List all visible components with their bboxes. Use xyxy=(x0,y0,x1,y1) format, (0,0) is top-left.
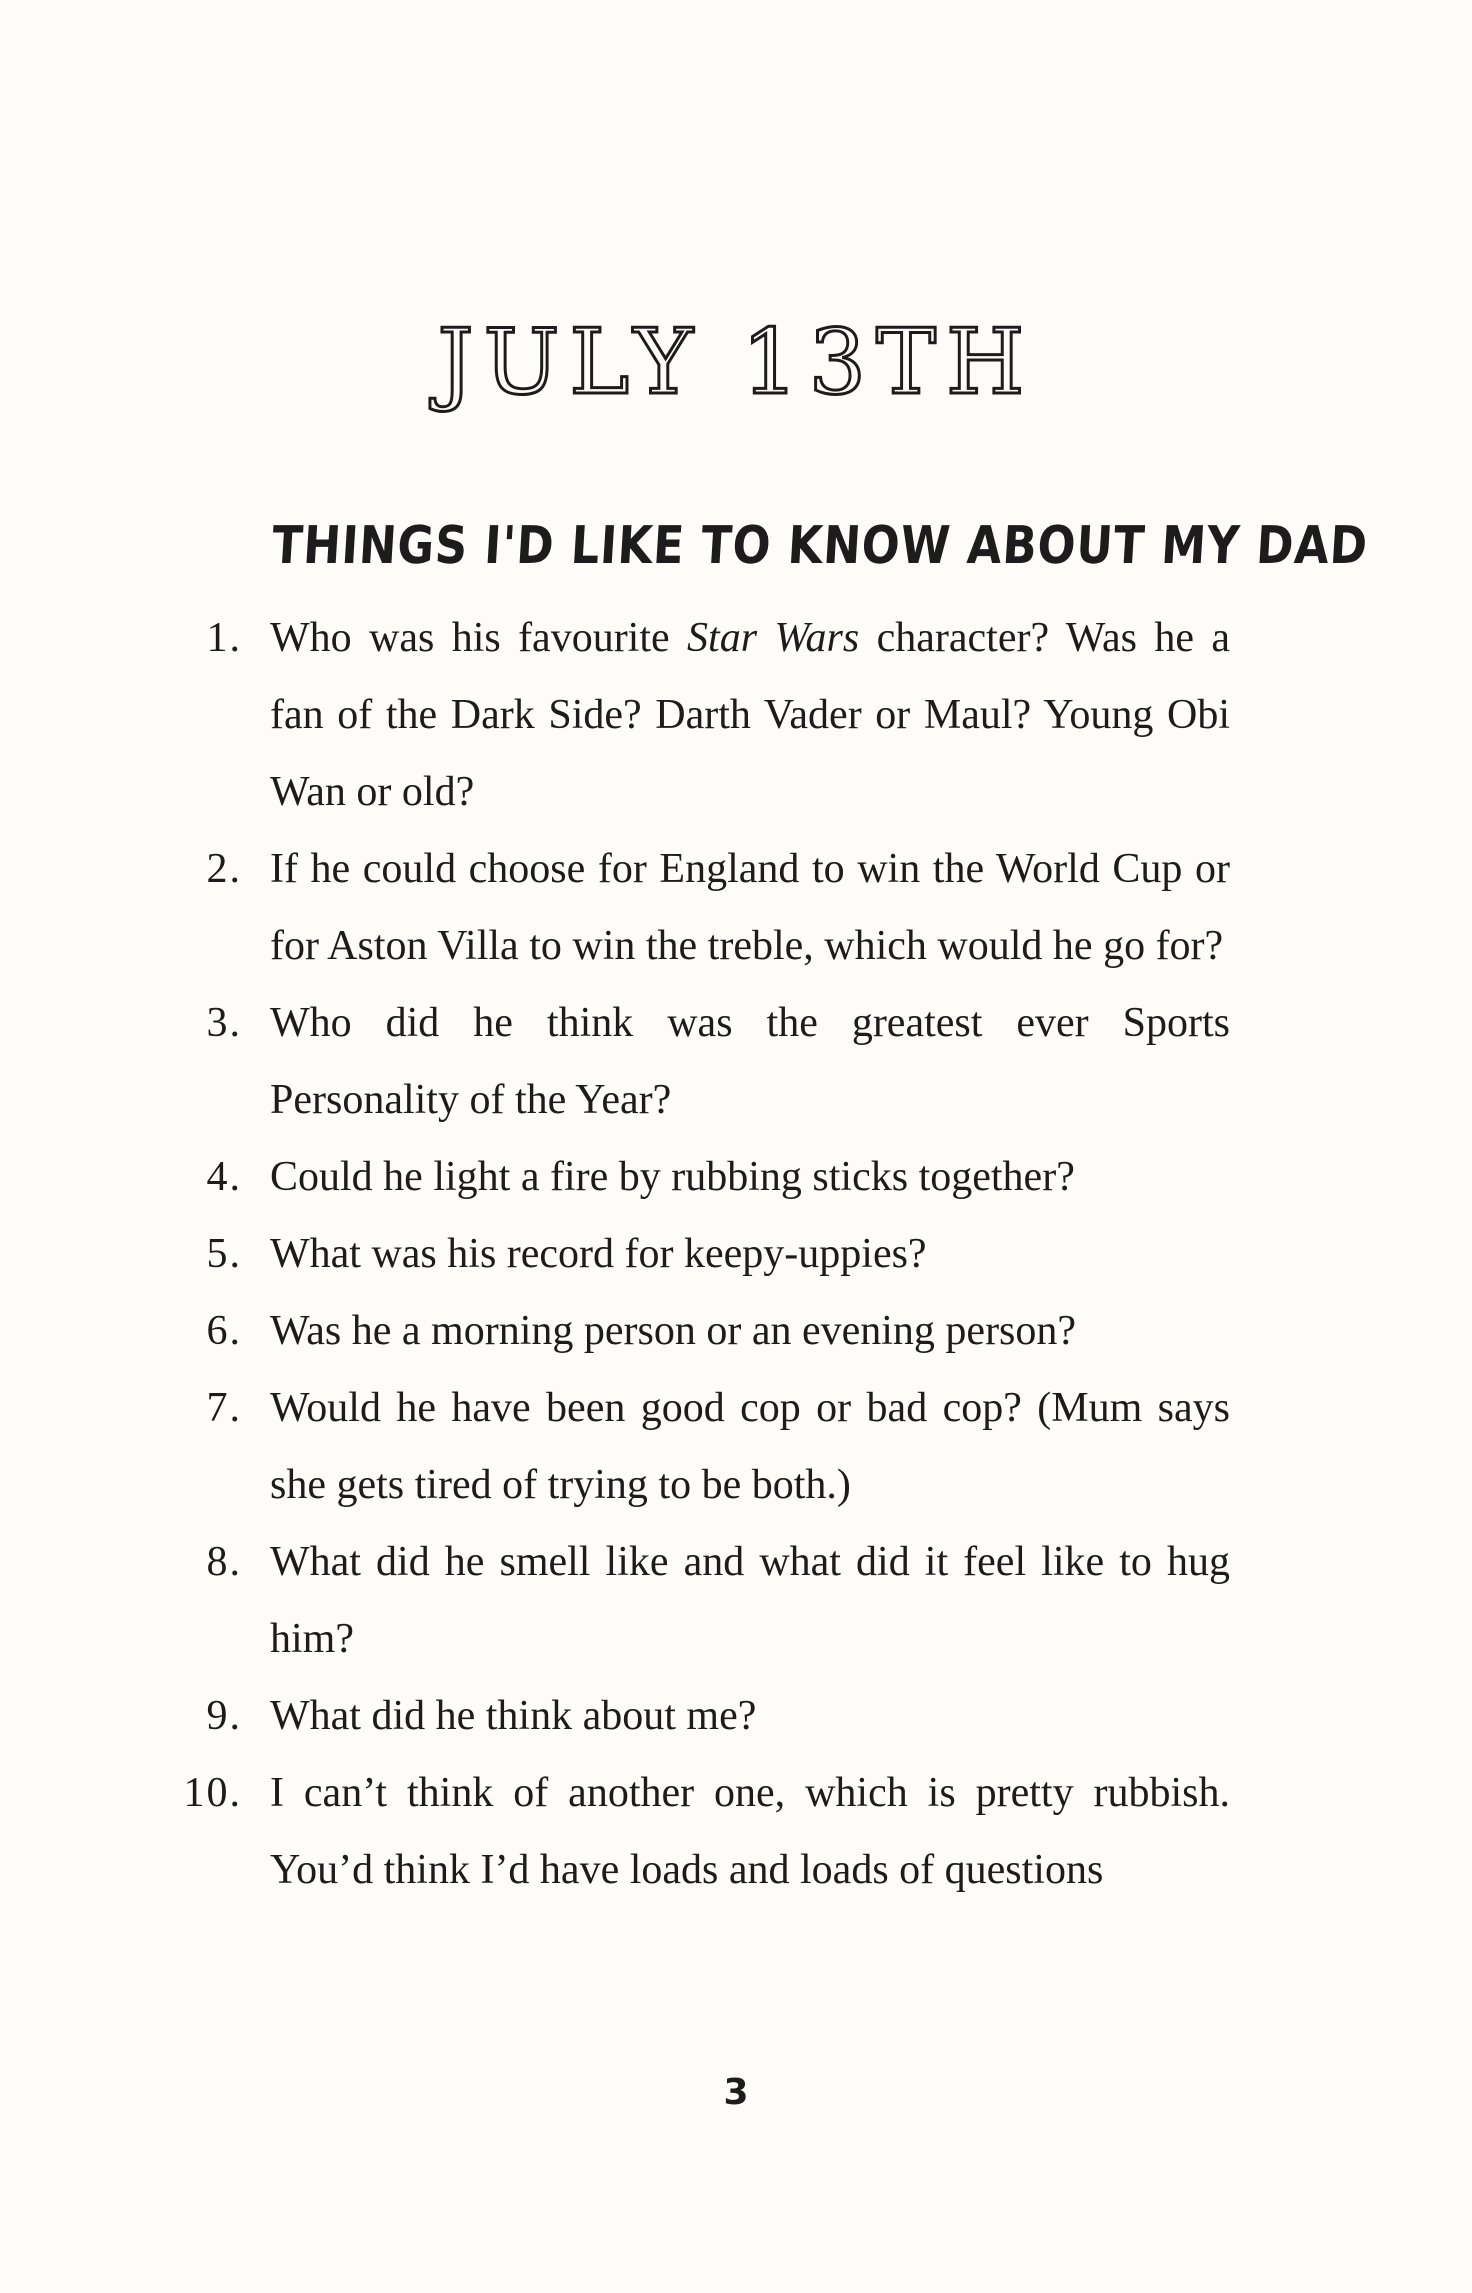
item-number: 8. xyxy=(206,1539,242,1585)
item-text: Would he have been good cop or bad cop? (Mum says she gets tired of trying to be both.) xyxy=(270,1385,1230,1508)
item-number: 1. xyxy=(206,615,242,661)
item-text: What was his record for keepy-uppies? xyxy=(270,1231,927,1277)
item-number: 6. xyxy=(206,1308,242,1354)
item-number: 10. xyxy=(183,1770,242,1816)
list-item xyxy=(180,1216,1230,1293)
item-number: 5. xyxy=(206,1231,242,1277)
questions-list xyxy=(180,600,1230,1909)
page-number: 3 xyxy=(723,2072,749,2113)
item-text: Who was his favourite Star Wars character? Was he a fan of the Dark Side? Darth Vader or Maul? Young Obi Wan or old? xyxy=(270,615,1230,815)
item-number: 7. xyxy=(206,1385,242,1431)
list-item xyxy=(180,831,1230,985)
list-item xyxy=(180,1139,1230,1216)
item-text: Was he a morning person or an evening person? xyxy=(270,1308,1077,1354)
item-text: What did he smell like and what did it feel like to hug him? xyxy=(270,1539,1230,1662)
item-text: I can’t think of another one, which is pretty rubbish. You’d think I’d have loads and loads of questions xyxy=(270,1770,1230,1893)
item-text: Could he light a fire by rubbing sticks together? xyxy=(270,1154,1075,1200)
item-number: 9. xyxy=(206,1693,242,1739)
list-item xyxy=(180,600,1230,831)
date-heading: JULY 13TH xyxy=(437,310,1035,415)
list-item xyxy=(180,985,1230,1139)
list-item xyxy=(180,1678,1230,1755)
list-item xyxy=(180,1370,1230,1524)
list-item xyxy=(180,1293,1230,1370)
item-text: What did he think about me? xyxy=(270,1693,757,1739)
item-number: 4. xyxy=(206,1154,242,1200)
list-title: THINGS I'D LIKE TO KNOW ABOUT MY DAD xyxy=(270,516,1370,576)
list-item xyxy=(180,1524,1230,1678)
title-italic: Star Wars xyxy=(687,615,860,661)
item-number: 3. xyxy=(206,1000,242,1046)
item-text: If he could choose for England to win the World Cup or for Aston Villa to win the treble, which would he go for? xyxy=(270,846,1230,969)
list-item xyxy=(180,1755,1230,1909)
item-number: 2. xyxy=(206,846,242,892)
item-text: Who did he think was the greatest ever Sports Personality of the Year? xyxy=(270,1000,1230,1123)
